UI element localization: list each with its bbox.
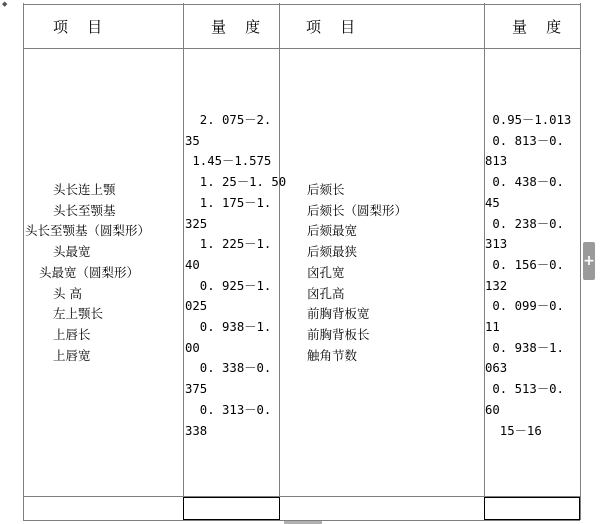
list-item: 0. 938－1. xyxy=(185,320,272,335)
list-item: 325 xyxy=(185,216,208,231)
list-item: 0. 338－0. xyxy=(185,361,272,376)
header-item-1: 项 目 xyxy=(53,18,103,36)
table-border-left xyxy=(23,3,24,520)
list-item: 上唇长 xyxy=(53,326,91,342)
list-item: 45 xyxy=(485,195,500,210)
list-item: 375 xyxy=(185,382,208,397)
footer-cell-selected-2[interactable] xyxy=(484,497,580,520)
list-item: 头长连上颚 xyxy=(53,182,116,197)
list-item: 头长至颚基（圆梨形） xyxy=(25,223,151,239)
list-item: 0. 813－0. xyxy=(485,133,564,148)
list-item: 0. 099－0. xyxy=(485,299,564,314)
list-item: 后颏最宽 xyxy=(307,223,358,239)
list-item: 前胸背板宽 xyxy=(307,306,370,322)
list-item: 00 xyxy=(185,340,200,355)
list-item: 2. 075－2. xyxy=(185,113,272,127)
header-measure-1: 量 度 xyxy=(211,18,261,36)
list-item: 囟孔宽 xyxy=(307,264,345,280)
list-item: 1.45－1.575 xyxy=(185,154,272,169)
list-item: 813 xyxy=(485,154,508,169)
list-item: 1. 25－1. 50 xyxy=(185,175,287,190)
list-item: 0. 938－1. xyxy=(485,340,564,355)
footer-cell-selected-1[interactable] xyxy=(183,497,280,520)
table-border-top xyxy=(23,4,580,5)
list-item: 后颏最狭 xyxy=(307,244,358,260)
list-item: 1. 175－1. xyxy=(185,195,272,210)
list-item: 40 xyxy=(185,257,200,272)
list-item: 60 xyxy=(485,402,500,417)
list-item: 0. 925－1. xyxy=(185,278,272,293)
list-item: 上唇宽 xyxy=(53,347,91,363)
list-item: 头长至颚基 xyxy=(53,202,116,218)
list-item: 后颏长（圆梨形） xyxy=(307,202,408,218)
expand-panel-button[interactable]: + xyxy=(583,242,595,280)
header-measure-2: 量 度 xyxy=(512,18,562,36)
right-measures-list xyxy=(485,110,581,441)
list-item: 0. 156－0. xyxy=(485,257,564,272)
list-item: 0. 438－0. xyxy=(485,175,564,190)
list-item: 0. 513－0. xyxy=(485,382,564,397)
header-separator xyxy=(23,48,580,49)
list-item: 11 xyxy=(485,320,500,335)
list-item: 063 xyxy=(485,361,508,376)
list-item: 0.95－1.013 xyxy=(485,113,572,127)
list-item: 0. 313－0. xyxy=(185,402,272,417)
list-item: 132 xyxy=(485,278,508,293)
list-item: 触角节数 xyxy=(307,347,358,363)
left-measures-list xyxy=(185,110,287,441)
list-item: 0. 238－0. xyxy=(485,216,564,231)
table-divider-2 xyxy=(279,3,280,520)
list-item: 囟孔高 xyxy=(307,285,345,301)
right-items-list xyxy=(307,180,407,366)
list-item: 338 xyxy=(185,423,208,438)
left-items-list xyxy=(25,180,183,366)
list-item: 左上颚长 xyxy=(53,306,104,322)
list-item: 前胸背板长 xyxy=(307,326,370,342)
list-item: 头最宽 xyxy=(53,244,91,260)
list-item: 313 xyxy=(485,237,508,252)
corner-marker: ◆ xyxy=(2,0,8,8)
list-item: 1. 225－1. xyxy=(185,237,272,252)
list-item: 15－16 xyxy=(485,423,542,438)
header-item-2: 项 目 xyxy=(306,18,356,36)
list-item: 35 xyxy=(185,133,200,148)
table-divider-1 xyxy=(183,3,184,520)
list-item: 025 xyxy=(185,299,208,314)
list-item: 头最宽（圆梨形） xyxy=(39,264,140,280)
list-item: 头 高 xyxy=(53,285,82,301)
list-item: 后颏长 xyxy=(307,182,345,197)
